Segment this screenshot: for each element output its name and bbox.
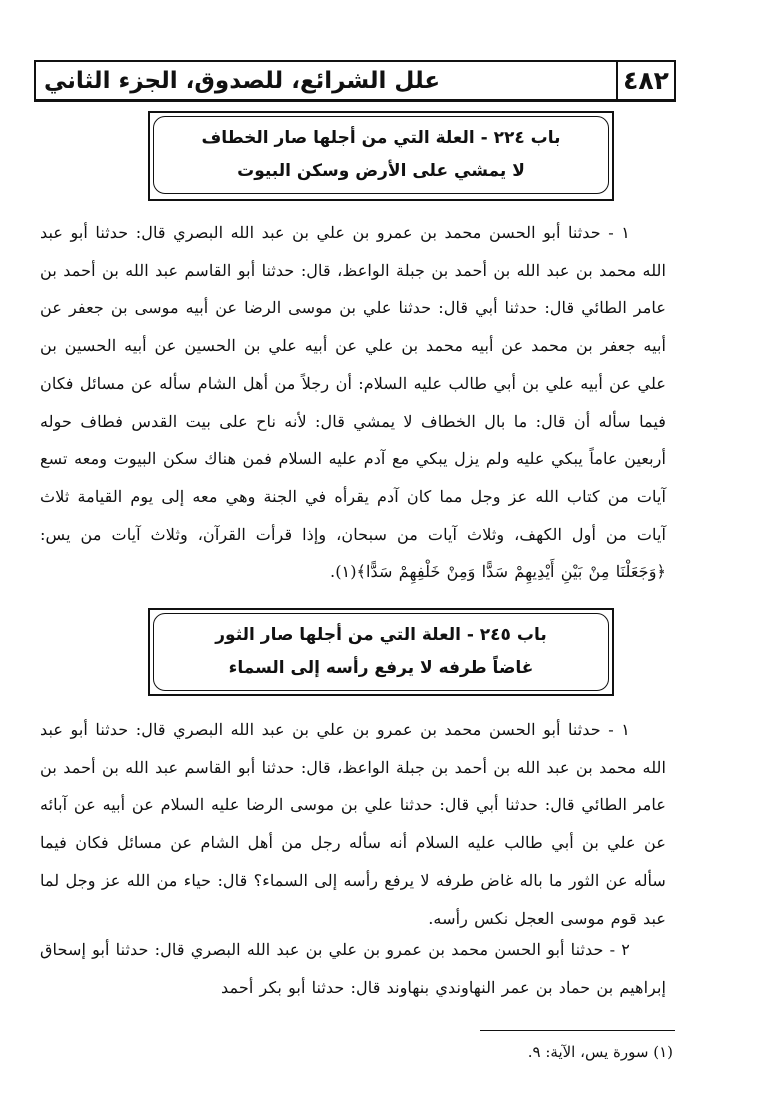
footnote: (١) سورة يس، الآية: ٩. <box>527 1043 673 1061</box>
hadith-paragraph-3 <box>40 931 666 1006</box>
chapter-heading-frame <box>153 116 609 194</box>
hadith-paragraph-1 <box>40 214 666 591</box>
chapter-heading-224 <box>148 111 614 201</box>
paragraph-text: ١ - حدثنا أبو الحسن محمد بن عمرو بن علي بن عبد الله البصري قال: حدثنا أبو عبد الله محمد بن عبد الله بن أحمد بن جبلة الواعظ، قال: حدثنا أبو القاسم عبد الله بن أحمد بن عامر الطائي قال: حدثنا أبي قال: حدثنا علي بن موسى الرضا عن أبيه موسى بن جعفر عن أبيه جعفر بن محمد عن أبيه محمد بن علي عن أبيه علي بن الحسين عن أبيه الحسين بن علي عن أبيه علي بن أبي طالب عليه السلام: أن رجلاً من أهل الشام سأله عن مسائل فكان فيما سأله أن قال: ما بال الخطاف لا يمشي قال: لأنه ناح على بيت القدس فطاف حوله أربعين عاماً يبكي عليه ولم يزل يبكي مع آدم عليه السلام فمن هناك سكن البيوت ومعه تسع آيات من كتاب الله عز وجل مما كان آدم يقرأه في الجنة وهي معه إلى يوم القيامة ثلاث آيات من أول الكهف، وثلاث آيات من سبحان، وإذا قرأت القرآن، وثلاث آيات من يس: ﴿وَجَعَلْنَا مِنْ بَيْنِ أَيْدِيهِمْ سَدًّا وَمِنْ خَلْفِهِمْ سَدًّا﴾(١). <box>40 223 666 582</box>
hadith-paragraph-2 <box>40 711 666 937</box>
book-title: علل الشرائع، للصدوق، الجزء الثاني <box>44 67 441 94</box>
chapter-heading-frame <box>153 613 609 691</box>
paragraph-text: ٢ - حدثنا أبو الحسن محمد بن عمرو بن علي بن عبد الله البصري قال: حدثنا أبو إسحاق إبراهيم بن حماد بن عمر النهاوندي بنهاوند قال: حدثنا أبو بكر أحمد <box>40 940 666 997</box>
footnote-divider <box>480 1030 675 1031</box>
chapter-title-line-2: غاضاً طرفه لا يرفع رأسه إلى السماء <box>228 658 534 678</box>
chapter-title-line-2: لا يمشي على الأرض وسكن البيوت <box>237 161 525 181</box>
page-header <box>34 60 676 102</box>
chapter-heading-245 <box>148 608 614 696</box>
chapter-title-line-1: باب ٢٢٤ - العلة التي من أجلها صار الخطاف <box>201 128 561 148</box>
paragraph-text: ١ - حدثنا أبو الحسن محمد بن عمرو بن علي بن عبد الله البصري قال: حدثنا أبو عبد الله محمد بن عبد الله بن أحمد بن جبلة الواعظ، قال: حدثنا أبو القاسم عبد الله بن أحمد بن عامر الطائي قال: حدثنا أبي قال: حدثنا علي بن موسى الرضا عليه السلام عن أبيه عن آبائه عن علي بن أبي طالب عليه السلام أنه سأله رجل من أهل الشام عن مسائل فكان فيما سأله عن الثور ما باله غاض طرفه لا يرفع رأسه إلى السماء؟ قال: حياء من الله عز وجل لما عبد قوم موسى العجل نكس رأسه. <box>40 720 666 928</box>
chapter-title-line-1: باب ٢٤٥ - العلة التي من أجلها صار الثور <box>215 625 547 645</box>
page-number: ٤٨٢ <box>616 62 674 99</box>
